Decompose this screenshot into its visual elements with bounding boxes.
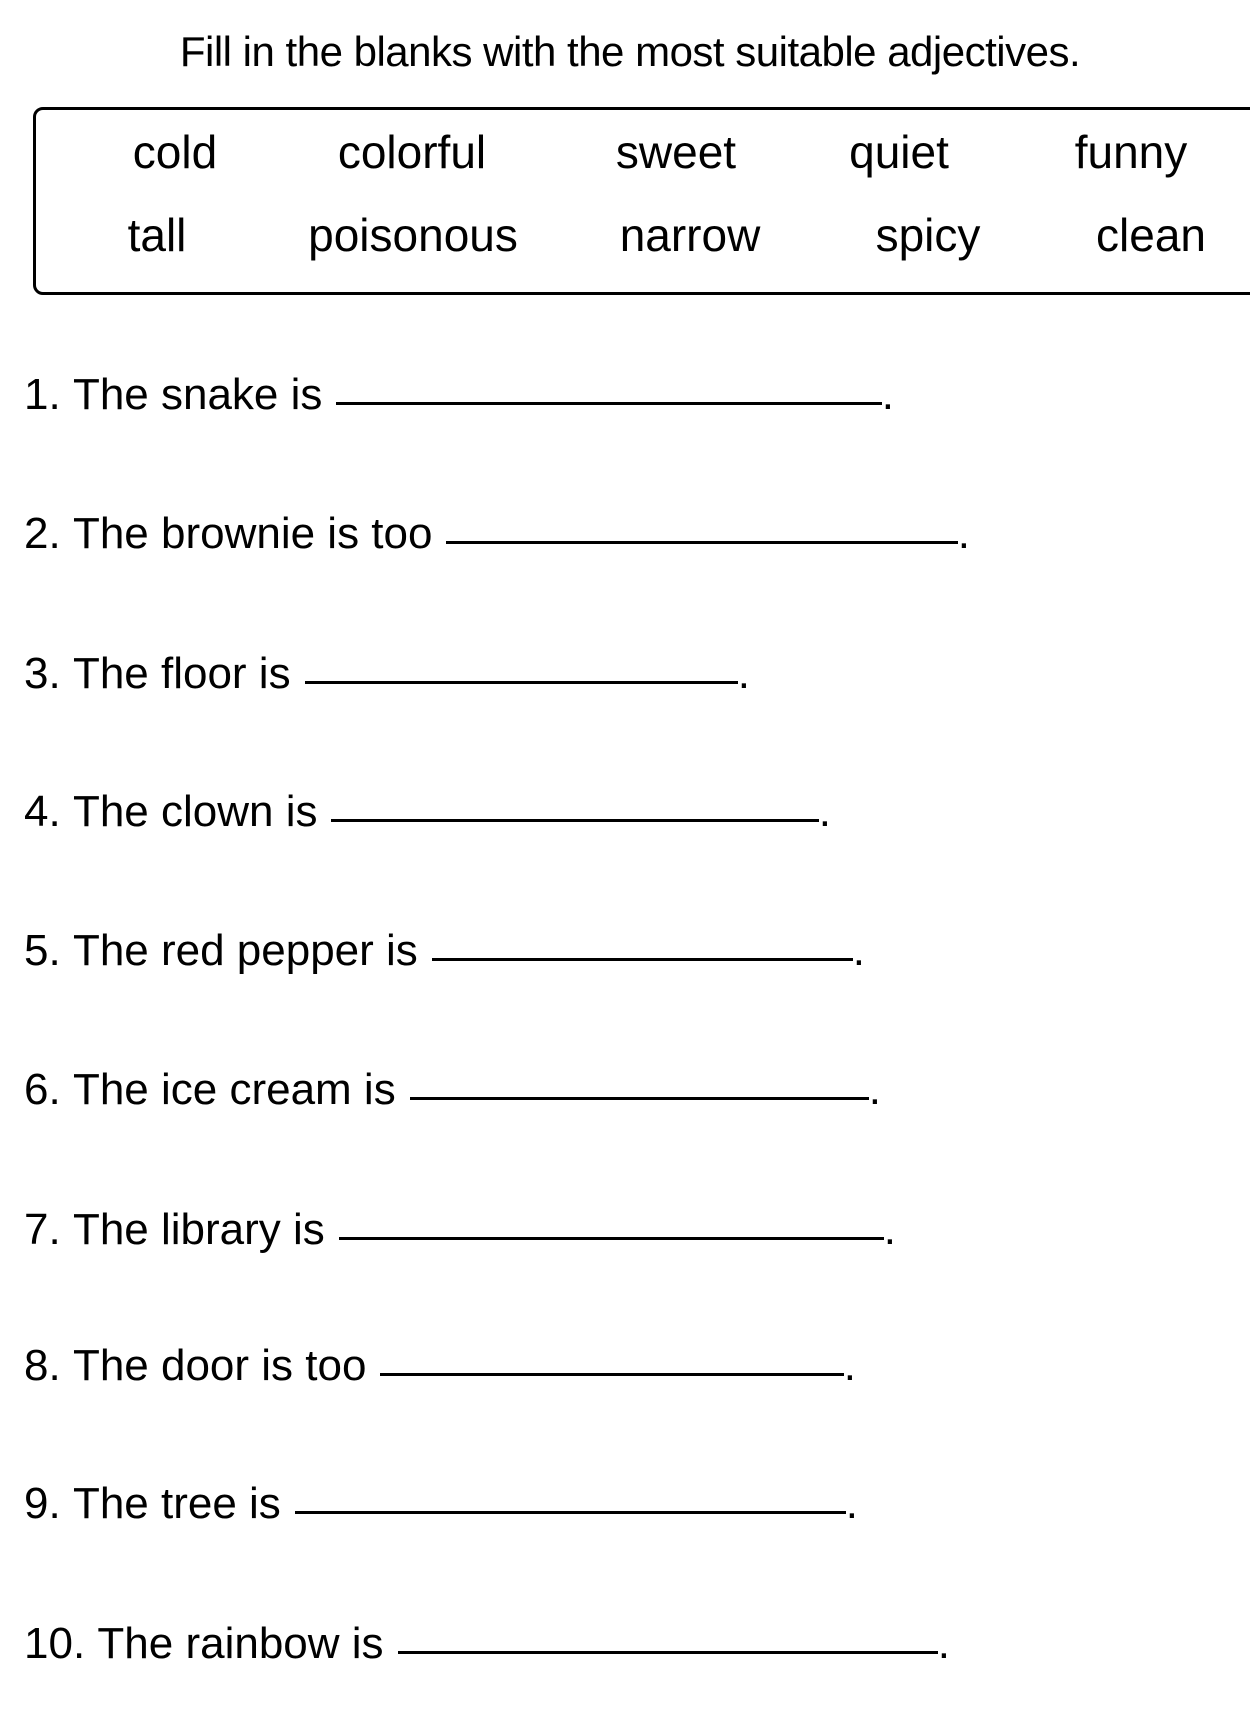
question-text: The rainbow is bbox=[97, 1619, 384, 1668]
question-2 bbox=[24, 509, 970, 559]
word-bank-item: poisonous bbox=[308, 209, 518, 261]
answer-blank[interactable] bbox=[432, 958, 853, 961]
word-bank-item: clean bbox=[1096, 209, 1206, 261]
question-4 bbox=[24, 787, 831, 837]
period: . bbox=[737, 649, 750, 698]
answer-blank[interactable] bbox=[410, 1097, 869, 1100]
question-8 bbox=[24, 1341, 856, 1391]
question-number: 9. bbox=[24, 1479, 61, 1528]
answer-blank[interactable] bbox=[446, 541, 957, 544]
question-number: 3. bbox=[24, 649, 61, 698]
period: . bbox=[881, 370, 894, 419]
question-text: The library is bbox=[72, 1205, 325, 1254]
answer-blank[interactable] bbox=[331, 819, 818, 822]
answer-blank[interactable] bbox=[336, 402, 881, 405]
question-number: 7. bbox=[24, 1205, 61, 1254]
word-bank-item: funny bbox=[1074, 126, 1188, 178]
question-number: 1. bbox=[24, 370, 61, 419]
period: . bbox=[852, 926, 865, 975]
answer-blank[interactable] bbox=[295, 1511, 846, 1514]
answer-blank[interactable] bbox=[339, 1237, 884, 1240]
question-number: 6. bbox=[24, 1065, 61, 1114]
period: . bbox=[818, 787, 831, 836]
question-text: The ice cream is bbox=[72, 1065, 396, 1114]
question-text: The door is too bbox=[72, 1341, 367, 1390]
question-number: 8. bbox=[24, 1341, 61, 1390]
answer-blank[interactable] bbox=[305, 681, 738, 684]
period: . bbox=[957, 509, 970, 558]
question-number: 5. bbox=[24, 926, 61, 975]
question-3 bbox=[24, 649, 750, 699]
period: . bbox=[883, 1205, 896, 1254]
question-10 bbox=[24, 1619, 950, 1669]
word-bank-item: narrow bbox=[619, 209, 761, 261]
question-9 bbox=[24, 1479, 858, 1529]
period: . bbox=[868, 1065, 881, 1114]
question-text: The brownie is too bbox=[72, 509, 433, 558]
word-bank-item: tall bbox=[127, 209, 187, 261]
period: . bbox=[843, 1341, 856, 1390]
answer-blank[interactable] bbox=[398, 1651, 938, 1654]
question-number: 4. bbox=[24, 787, 61, 836]
question-5 bbox=[24, 926, 865, 976]
word-bank-item: sweet bbox=[615, 126, 737, 178]
answer-blank[interactable] bbox=[380, 1373, 843, 1376]
word-bank-item: colorful bbox=[337, 126, 487, 178]
question-6 bbox=[24, 1065, 881, 1115]
question-number: 2. bbox=[24, 509, 61, 558]
question-7 bbox=[24, 1205, 896, 1255]
question-text: The red pepper is bbox=[72, 926, 418, 975]
question-text: The clown is bbox=[72, 787, 318, 836]
word-bank-item: quiet bbox=[849, 126, 949, 178]
period: . bbox=[845, 1479, 858, 1528]
period: . bbox=[937, 1619, 950, 1668]
word-bank-item: cold bbox=[132, 126, 218, 178]
question-text: The snake is bbox=[72, 370, 323, 419]
question-1 bbox=[24, 370, 894, 420]
question-text: The tree is bbox=[72, 1479, 281, 1528]
word-bank-item: spicy bbox=[875, 209, 981, 261]
question-text: The floor is bbox=[72, 649, 291, 698]
question-number: 10. bbox=[24, 1619, 86, 1668]
worksheet-title: Fill in the blanks with the most suitable adjectives. bbox=[179, 28, 1081, 75]
